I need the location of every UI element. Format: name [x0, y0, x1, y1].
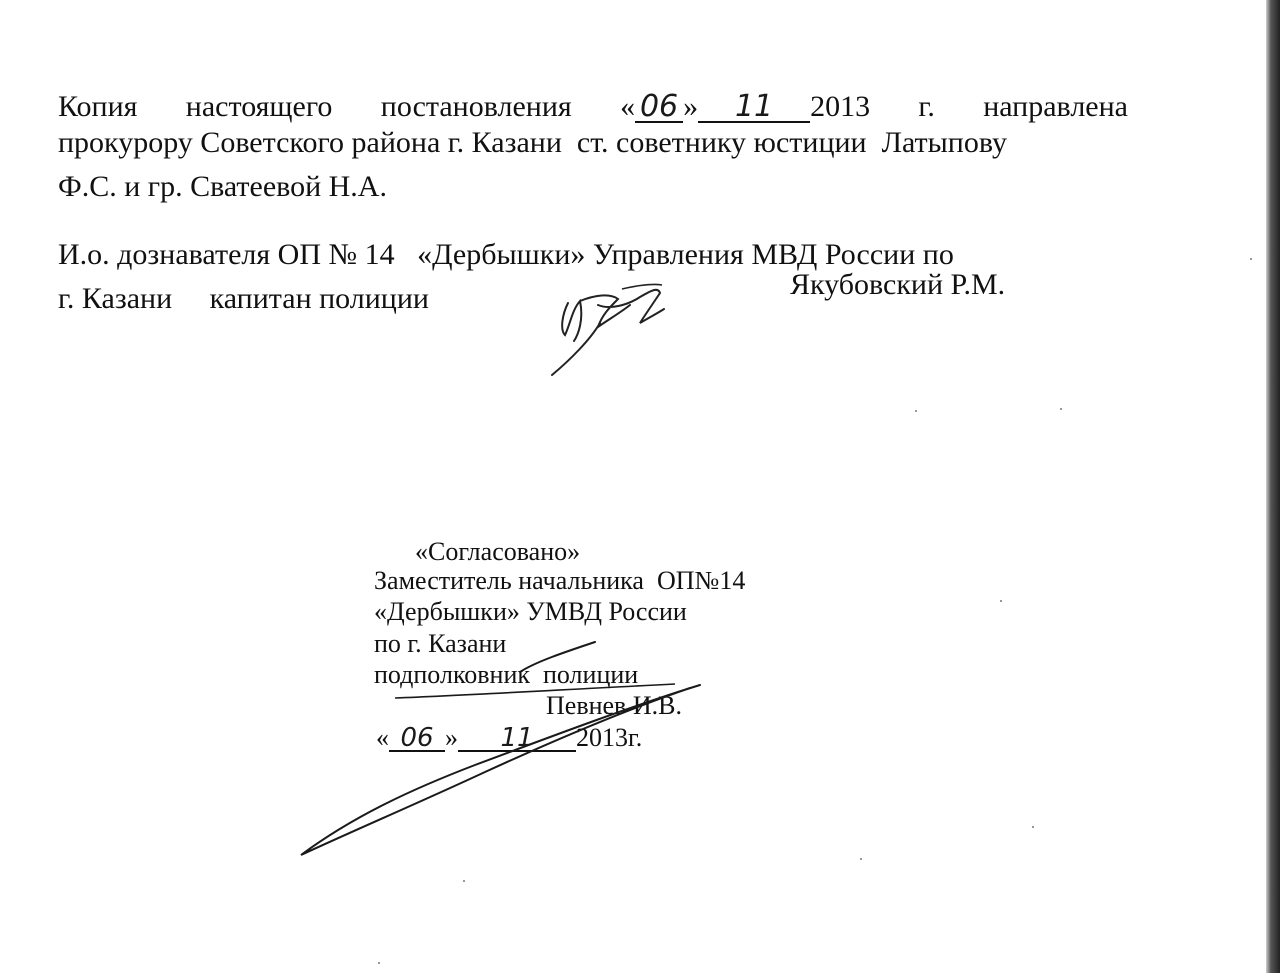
officer-line-1: И.о. дознавателя ОП № 14 «Дербышки» Управления МВД России по: [58, 238, 954, 271]
officer-line-2: г. Казани капитан полиции: [58, 282, 429, 315]
word-kopiya: Копия: [58, 90, 138, 123]
scan-speck: [463, 880, 465, 882]
approval-line-4: подполковник полиции: [374, 660, 639, 689]
scan-speck: [378, 962, 380, 964]
scan-speck: [860, 858, 862, 860]
word-g: г.: [918, 90, 935, 123]
copy-notice-line-2: прокурору Советского района г. Казани ст. советнику юстиции Латыпову: [58, 126, 1007, 159]
scan-speck: [1250, 258, 1252, 260]
word-nastoyashchego: настоящего: [185, 90, 333, 123]
approval-heading: «Согласовано»: [415, 537, 581, 566]
approval-line-2: «Дербышки» УМВД России: [374, 597, 687, 626]
approval-line-1: Заместитель начальника ОП№14: [374, 566, 746, 595]
scan-speck: [1060, 408, 1062, 410]
scan-speck: [1000, 600, 1002, 602]
approval-handwritten-day: 06: [389, 726, 445, 752]
date-year: 2013: [810, 90, 871, 123]
handwritten-month: 11: [698, 93, 810, 123]
copy-notice-date: « 06 » 11 2013: [620, 89, 871, 124]
handwritten-day: 06: [635, 93, 683, 123]
approver-signature: [295, 640, 715, 860]
officer-name: Якубовский Р.М.: [790, 268, 1006, 301]
approval-line-3: по г. Казани: [374, 629, 507, 658]
word-postanovleniya: постановления: [380, 90, 572, 123]
approval-date-suffix: 2013г.: [576, 723, 643, 752]
officer-signature: [540, 275, 680, 380]
copy-notice-line-3: Ф.С. и гр. Сватеевой Н.А.: [58, 170, 387, 203]
scan-speck: [1032, 826, 1034, 828]
scan-edge: [1266, 0, 1280, 973]
approval-handwritten-month: 11: [458, 726, 576, 752]
approver-name: Певнев И.В.: [546, 691, 682, 720]
scan-speck: [915, 410, 917, 412]
approval-date: « 06 » 11 2013г.: [376, 723, 643, 753]
word-napravlena: направлена: [983, 90, 1128, 123]
copy-notice-line-1: [58, 90, 1128, 124]
